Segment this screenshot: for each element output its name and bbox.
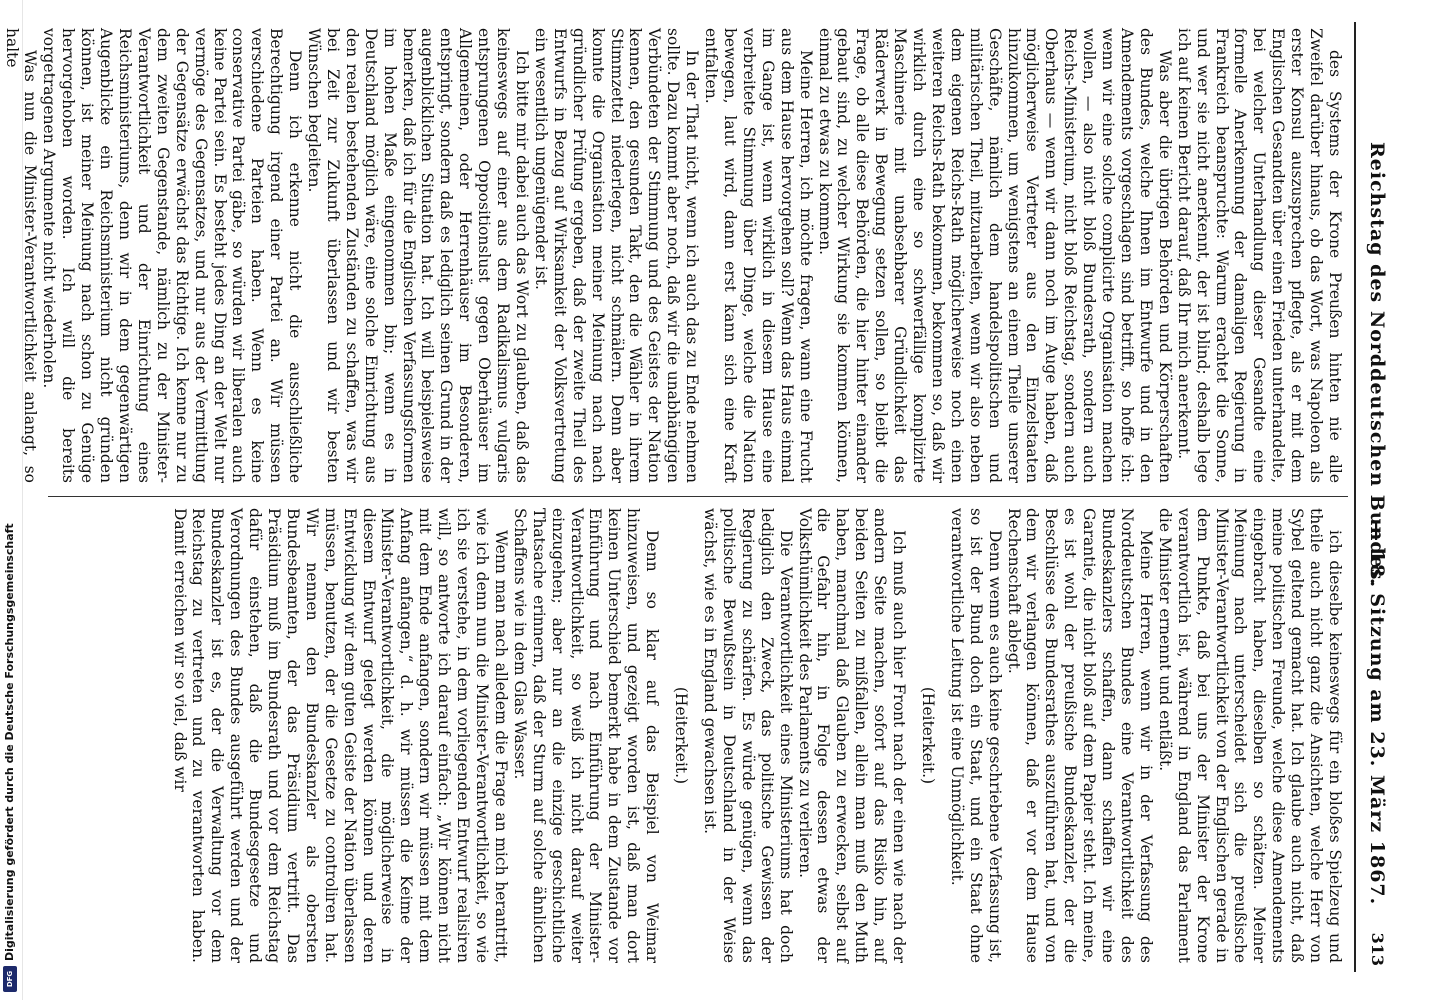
paragraph: Was nun die Minister-Verantwortlichkeit anlangt, so halte	[2, 28, 40, 483]
paragraph: Ich bitte mir dabei auch das Wort zu glauben, daß das keineswegs auf einer aus dem Radikalismus vulgaris entsprungenen Oppositionslust gegen Oberhäuser im Allgemeinen, oder Herrenhäuser im Besonderen, entspringt, sondern daß es lediglich seinen Grund in der augenblicklichen Situation hat. Ich will beispielsweise bemerken, daß ich für die Englischen Verfassungsformen im hohen Maße eingenommen bin; wenn es in Deutschland möglich wäre, eine solche Einrichtung aus den realen bestehenden Zuständen zu schaffen, was wir bei Zeit zur Zukunft überlassen und wir besten Wünschen begleiten.	[305, 28, 532, 483]
paragraph: Wenn man nach alledem die Frage an mich herantritt, wie ich denn nun die Minister-Verantwortlichkeit, so wie ich sie verstehe, in dem vorliegenden Entwurf realisiren will, so antworte ich darauf einfach: „Wir können nicht mit dem Ende anfangen, sondern wir müssen mit dem Anfang anfangen,“ d. h. wir müssen die Keime der Minister-Verantwortlichkeit, die möglicherweise in diesem Entwurf gelegt werden können und deren Entwicklung wir dem guten Geiste der Nation überlassen müssen, benutzen, der die Gesetze zu controliren hat. Wir nennen den Bundeskanzler als obersten Bundesbeamten, der das Präsidium vertritt. Das Präsidium muß im Bundesrath und vor dem Reichstag dafür einstehen, daß die Bundesgesetze und Verordnungen des Bundes ausgeführt werden und der Bundeskanzler ist es, der die Verwaltung vor dem Reichstag zu vertreten und zu verantworten haben. Damit erreichen wir so viel, daß wir	[170, 508, 510, 963]
paragraph: Die Verantwortlichkeit eines Ministeriums hat doch lediglich den Zweck, das politische Gewissen der Regierung zu schärfen. Es würde genügen, wenn das politische Bewußtsein in Deutschland in der Weise wächst, wie es in England gewachsen ist.	[701, 508, 795, 963]
dfg-logo	[3, 966, 17, 992]
paragraph: Meine Herren, ich möchte fragen, wann eine Frucht aus dem Hause hervorgehen soll? Wenn das Haus einmal im Gange ist, wenn wirklich in diesem Hause eine verbreitete Stimmung über Dinge, welche die Nation bewegen, laut wird, dann erst kann sich eine Kraft entfalten.	[702, 28, 815, 483]
page-number: 313	[1368, 932, 1387, 966]
interjection: (Heiterkeit.)	[918, 686, 937, 785]
paragraph: ich dieselbe keineswegs für ein bloßes Spielzeug und theile auch nicht ganz die Ansichten, welche Herr von Sybel geltend gemacht hat. Ich glaube auch nicht, daß meine politischen Freunde, welche diese Amendements eingebracht haben, dieselben so schätzen. Meiner Meinung nach unterscheidet sich die preußische Minister-Verantwortlichkeit von der Englischen gerade in dem Punkte, daß bei uns der Minister der Krone verantwortlich ist, während in England das Parlament die Minister ernennt und entläßt.	[1155, 508, 1344, 963]
paragraph: des Systems der Krone Preußen hinten nie alle Zweifel darüber hinaus, ob das Wort, was Napoleon als erster Konsul auszusprechen pflegte, als er mit dem Englischen Gesandten über einen Frieden unterhandelte, bei welcher Unterhandlung dieser Gesandte eine formelle Anerkennung der damaligen Regierung in Frankreich beanspruchte: Warum erachtet die Sonne, und wer sie nicht anerkennt, der ist blind; deshalb lege ich auf keinen Bericht darauf, daß Ihr mich anerkennt.	[1174, 28, 1344, 483]
paragraph: Denn wenn es auch keine geschriebene Verfassung ist, so ist der Bund doch ein Staat, und ein Staat ohne verantwortliche Leitung ist eine Unmöglichkeit.	[947, 508, 1004, 963]
interjection: (Heiterkeit.)	[672, 686, 691, 785]
header-title: Reichstag des Norddeutschen Bundes.	[1366, 142, 1388, 589]
right-column	[44, 508, 1344, 963]
paragraph: Was aber die übrigen Behörden und Körperschaften des Bundes, welche Ihnen im Entwurfe und in den Amendements vorgeschlagen sind betrifft, so hoffe ich: wenn wir eine solche complicirte Organisation machen wollen, — also nicht bloß Bundesrath, sondern auch Reichs-Ministerium, nicht bloß Reichstag, sondern auch Oberhaus — wenn wir dann noch im Auge haben, daß möglicherweise Vertreter aus den Einzelstaaten hinzukommen, um wenigstens an einem Theile unserer Geschäfte, nämlich dem handelspolitischen und militärischen Theil, mitzuarbeiten, wenn wir also neben dem eigenen Reichs-Rath möglicherweise noch einen weiteren Reichs-Rath bekommen, bekommen so, daß wir wirklich durch eine so schwerfällige komplizirte Maschinerie mit unabsehbarer Gründlichkeit das Räderwerk in Bewegung setzen sollen, so bleibt die Frage, ob alle diese Behörden, die hier hinter einander gebaut sind, zu welcher Wirkung sie kommen können, einmal zu etwas zu kommen.	[815, 28, 1174, 483]
paragraph: Denn so klar auf das Beispiel von Weimar hinzuweisen, und gezeigt worden ist, daß man dort keinen Unterschied bemerkt habe in dem Zustande vor Einführung und nach Einführung der Minister-Verantwortlichkeit, so weiß ich nicht darauf weiter einzugehen; aber nur an die einzige geschichtliche Thatsache erinnern, daß der Sturm auf solche ähnlichen Schaffens wie in dem Glas Wasser.	[510, 508, 662, 963]
paragraph: Denn ich erkenne nicht die ausschließliche Berechtigung irgend einer Partei an. Wir müssen verschiedene Parteien haben. Wenn es keine conservative Partei gäbe, so würden wir liberalen auch keine Partei sein. Es besteht jedes Ding an der Welt nur vermöge des Gegensatzes, und nur aus der Vermittlung der Gegensätze erwächst das Richtige. Ich kenne nur zu dem zweiten Gegenstande, nämlich zu der Minister-Verantwortlichkeit und der Einrichtung eines Reichsministeriums, denn wir in dem gegenwärtigen Augenblicke ein Reichsministerium nicht gründen können, ist meiner Meinung nach schon zu Genüge hervorgehoben worden. Ich will die bereits vorgetragenen Argumente nicht wiederholen.	[40, 28, 305, 483]
paragraph: In der That nicht, wenn ich auch das zu Ende nehmen sollte. Dazu kommt aber noch, daß wir die unabhängigen Verbündeten der Stimmung und des Geistes der Nation kennen, den gesunden Takt, den die Wähler in ihrem Stimmzettel niederlegen, nicht schmälern. Denn aber konnte die Organisation meiner Meinung nach nach gründlicher Prüfung ergeben, daß der zweite Theil des Entwurfs in Bezug auf Wirksamkeit der Volksvertretung ein wesentlich ungenügender ist.	[531, 28, 702, 483]
left-column	[2, 28, 1344, 483]
paragraph: Meine Herren, wenn wir in der Verfassung des Norddeutschen Bundes eine Verantwortlichkeit des Bundeskanzlers schaffen, dann schaffen wir eine Garantie, die nicht bloß auf dem Papier steht. Ich meine, es ist wohl der preußische Bundeskanzler, der die Beschlüsse des Bundesrathes auszuführen hat, und von dem wir verlangen können, daß er vor dem Hause Rechenschaft ablegt.	[1004, 508, 1155, 963]
column-divider	[48, 496, 1348, 497]
digitization-credit: Digitalisierung gefördert durch die Deutsche Forschungsgemeinschaft	[3, 523, 16, 961]
page-header	[1354, 22, 1398, 972]
dfg-logo-text: DFG	[6, 970, 14, 988]
header-sitting: — 18. Sitzung am 23. März 1867.	[1366, 522, 1388, 906]
paragraph: Ich muß auch hier Front nach der einen wie nach der andern Seite machen, sofort auf das Risiko hin, auf beiden Seiten zu mißfallen, allein man muß den Muth haben, manchmal daß Glauben zu erwecken, selbst auf die Gefahr hin, in Folge dessen etwas der Volksthümlichkeit des Parlaments zu verlieren.	[795, 508, 909, 963]
